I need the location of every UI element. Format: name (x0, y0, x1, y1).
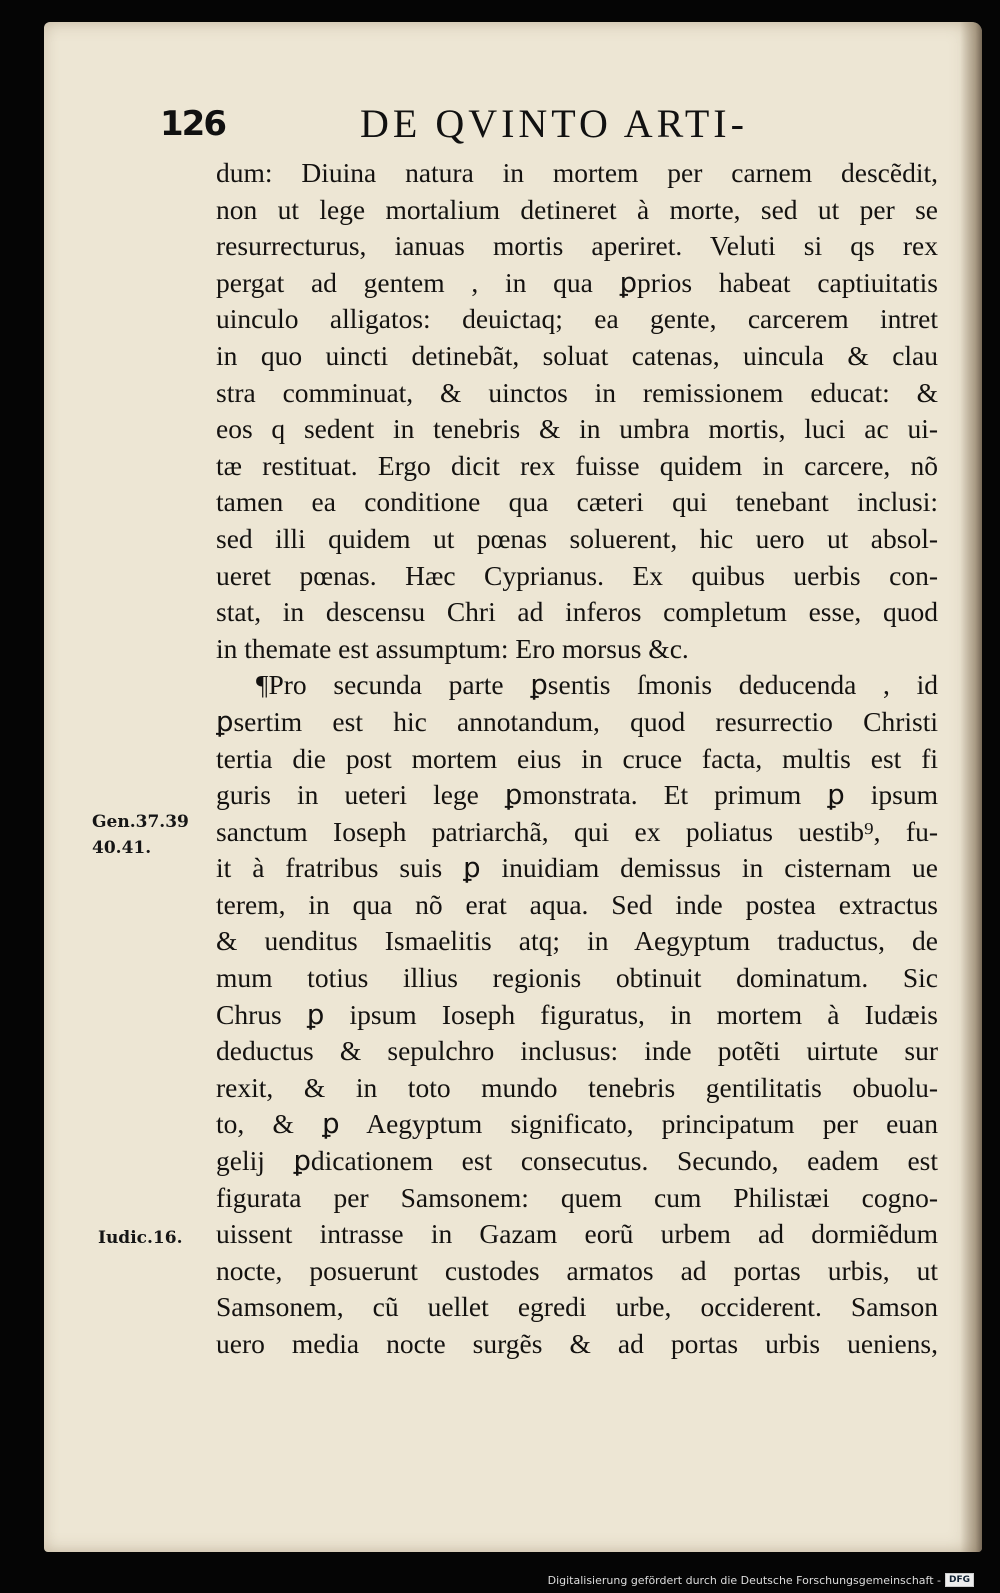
text-line: stra comminuat, & uinctos in remissionem educat: & (216, 376, 938, 408)
margin-note-genesis-cont: 40.41. (92, 838, 152, 858)
text-line: tertia die post mortem eius in cruce facta, multis est fi (216, 742, 938, 774)
text-line: terem, in qua nõ erat aqua. Sed inde postea extractus (216, 888, 938, 920)
footer-credit (548, 1573, 974, 1587)
margin-note-genesis: Gen.37.39 (92, 812, 189, 832)
text-line: in themate est assumptum: Ero morsus &c. (216, 632, 689, 664)
page-number: 126 (160, 104, 225, 144)
text-line: stat, in descensu Chri ad inferos completum esse, quod (216, 596, 938, 628)
page-header (160, 100, 940, 144)
text-line: nocte, posuerunt custodes armatos ad portas urbis, ut (216, 1254, 938, 1286)
text-line: non ut lege mortalium detineret à morte, sed ut per se (216, 193, 938, 225)
dfg-logo: DFG (945, 1573, 974, 1587)
text-line: sanctum Ioseph patriarchã, qui ex poliatus uestib⁹, fu- (216, 815, 938, 847)
text-line: deductus & sepulchro inclusus: inde potẽti uirtute sur (216, 1035, 938, 1067)
running-head: DE QVINTO ARTI- (360, 101, 748, 146)
text-line: figurata per Samsonem: quem cum Philistæi cogno- (216, 1181, 938, 1213)
text-line: Chrus ꝑ ipsum Ioseph figuratus, in mortem à Iudæis (216, 998, 938, 1030)
text-line: it à fratribus suis ꝑ inuidiam demissus in cisternam ue (216, 852, 938, 884)
page-edge-shadow (960, 22, 982, 1552)
text-line: & uenditus Ismaelitis atq; in Aegyptum traductus, de (216, 925, 938, 957)
text-line: in quo uincti detinebãt, soluat catenas, uincula & clau (216, 339, 938, 371)
text-line: dum: Diuina natura in mortem per carnem descẽdit, (216, 157, 938, 188)
text-line: pergat ad gentem , in qua ꝑprios habeat captiuitatis (216, 266, 938, 298)
text-line: tæ restituat. Ergo dicit rex fuisse quidem in carcere, nõ (216, 449, 938, 481)
text-line: sed illi quidem ut pœnas soluerent, hic uero ut absol- (216, 522, 938, 554)
text-line: eos q sedent in tenebris & in umbra mortis, luci ac ui- (216, 413, 938, 445)
text-line: ꝑsertim est hic annotandum, quod resurrectio Christi (216, 705, 938, 737)
text-line: tamen ea conditione qua cæteri qui tenebant inclusi: (216, 486, 938, 518)
text-line: rexit, & in toto mundo tenebris gentilitatis obuolu- (216, 1071, 938, 1103)
text-line: uinculo alligatos: deuictaq; ea gente, carcerem intret (216, 303, 938, 335)
main-text-block (216, 155, 938, 1363)
text-line: ¶Pro secunda parte ꝑsentis ſmonis deducenda , id (256, 669, 938, 701)
text-line: guris in ueteri lege ꝑmonstrata. Et primum ꝑ ipsum (216, 779, 938, 811)
text-line: gelij ꝑdicationem est consecutus. Secundo, eadem est (216, 1145, 938, 1177)
text-line: uissent intrasse in Gazam eorũ urbem ad dormiẽdum (216, 1218, 938, 1250)
text-line: ueret pœnas. Hæc Cyprianus. Ex quibus uerbis con- (216, 559, 938, 591)
margin-note-judges: Iudic.16. (98, 1228, 183, 1248)
text-line: Samsonem, cũ uellet egredi urbe, occiderent. Samson (216, 1291, 938, 1323)
text-line: resurrecturus, ianuas mortis aperiret. Veluti si qs rex (216, 230, 938, 262)
footer-credit-text: Digitalisierung gefördert durch die Deutsche Forschungsgemeinschaft - (547, 1573, 941, 1587)
text-line: to, & ꝑ Aegyptum significato, principatum per euan (216, 1108, 938, 1140)
text-line: mum totius illius regionis obtinuit dominatum. Sic (216, 962, 938, 994)
text-line: uero media nocte surgẽs & ad portas urbis ueniens, (216, 1328, 938, 1359)
